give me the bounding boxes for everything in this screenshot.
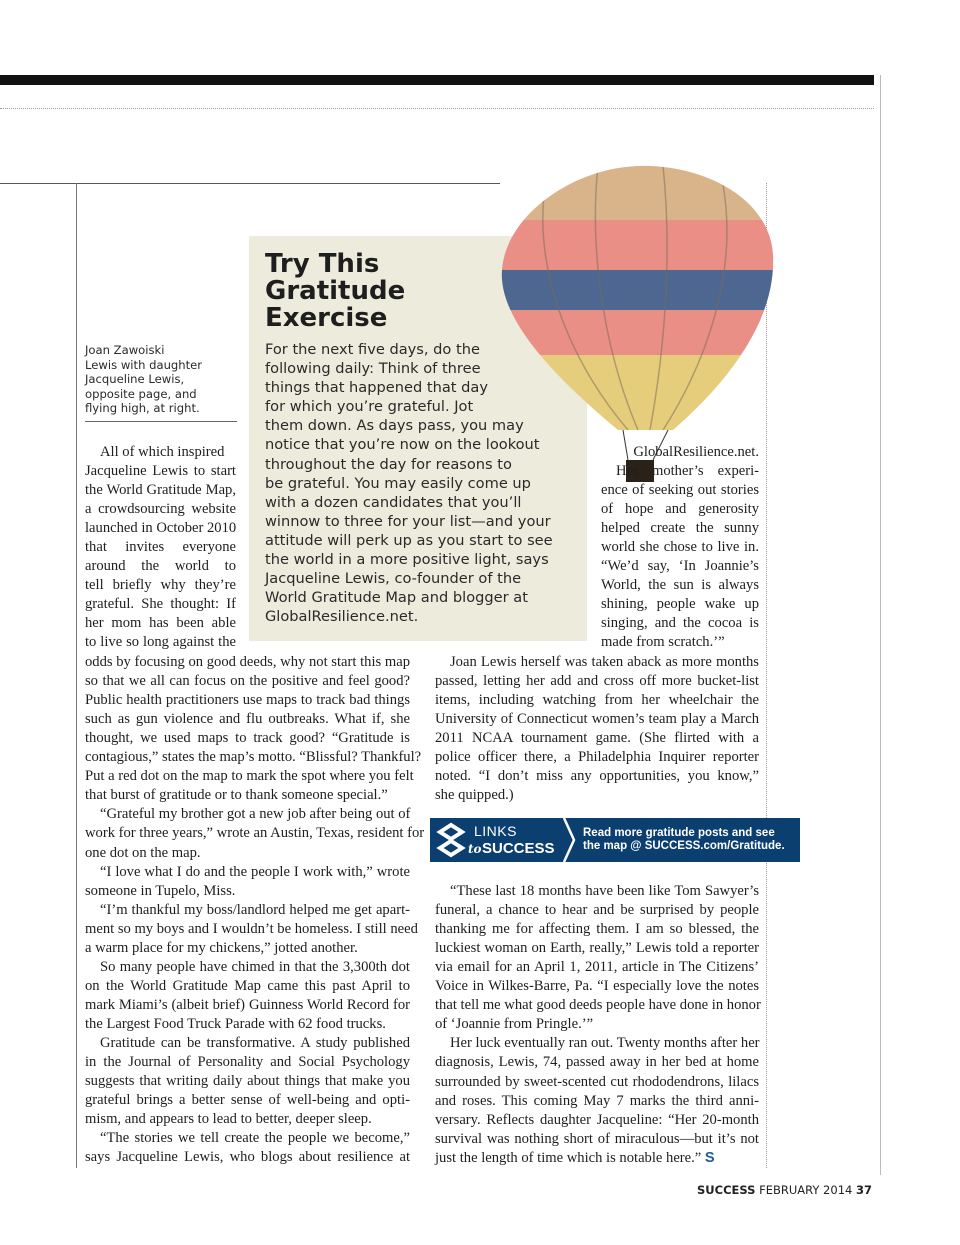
article-line: Public health practitioners use maps to track bad things — [85, 692, 410, 709]
article-line: the World Gratitude Map, — [85, 482, 236, 498]
right-column-narrow — [601, 443, 759, 653]
sidebar-line: following daily: Think of three — [265, 360, 481, 378]
right-column-lower — [435, 882, 759, 1177]
right-column-upper — [435, 653, 759, 808]
article-line: police officer there, a Philadelphia Inquirer reporter — [435, 749, 759, 766]
article-line: “Grateful my brother got a new job after being out of — [100, 806, 411, 823]
sidebar-line: GlobalResilience.net. — [265, 608, 419, 626]
article-line: contagious,” states the map’s motto. “Blissful? Thankful? — [85, 749, 422, 766]
article-line: 2011 NCAA tournament game. (She flirted with a — [435, 730, 759, 747]
links-word: LINKS — [474, 823, 517, 839]
article-line: items, including watching from her wheelchair the — [435, 692, 759, 709]
article-line: surrounded by sweet-scented cut rhododendrons, lilacs — [435, 1073, 759, 1090]
article-last-line: just the length of time which is notable here.” — [435, 1149, 702, 1166]
sidebar-title-line: Try This — [265, 249, 380, 279]
article-line: World, the sun is always — [601, 577, 759, 593]
article-line: odds by focusing on good deeds, why not start this map — [85, 654, 410, 670]
article-line: funeral, a chance to hear and be surprised by people — [435, 902, 759, 919]
article-line: one dot on the map. — [85, 844, 201, 861]
caption-line: Joan Zawoiski — [85, 343, 165, 357]
sidebar-line: Jacqueline Lewis, co-founder of the — [265, 570, 522, 588]
sidebar-line: with a dozen candidates that you’ll — [265, 493, 522, 511]
article-line: Gratitude can be transformative. A study published — [100, 1035, 410, 1051]
article-line: University of Connecticut women’s team play a March — [435, 711, 759, 728]
article-line: Her mother’s experi- — [616, 463, 759, 479]
article-line — [435, 1149, 715, 1168]
sidebar-line: for which you’re grateful. Jot — [265, 398, 474, 416]
to-word: to — [468, 842, 482, 856]
article-line: “We’d say, ‘In Joannie’s — [601, 558, 759, 574]
article-line: in the Journal of Personality and Social Psychology — [85, 1054, 410, 1071]
chevron-right-icon — [562, 818, 576, 862]
article-line: ment so my boys and I wouldn’t be homeless. I still need — [85, 920, 418, 937]
sidebar-line: For the next five days, do the — [265, 341, 480, 358]
article-line: diagnosis, Lewis, 74, passed away in her bed at home — [435, 1054, 759, 1071]
article-line: thanking me for affecting them. I am so blessed, the — [435, 921, 759, 938]
article-line: versary. Reflects daughter Jacqueline: “Her 20-month — [435, 1111, 759, 1128]
links-logo-icon — [434, 822, 468, 858]
article-line: Her luck eventually ran out. Twenty months after her — [450, 1035, 760, 1052]
sidebar-line: winnow to three for your list—and your — [265, 512, 551, 530]
article-line: singing, and the cocoa is — [601, 615, 759, 631]
article-line: passed, letting her add and cross off more bucket-list — [435, 673, 759, 690]
article-line: “I’m thankful my boss/landlord helped me get apart- — [100, 901, 410, 918]
article-line: via email for an April 1, 2011, article in The Citizens’ — [435, 959, 759, 976]
article-line: and roses. This coming May 7 marks the third anni- — [435, 1092, 759, 1109]
article-line: that invites everyone — [85, 539, 236, 555]
article-line: “These last 18 months have been like Tom Sawyer’s — [450, 883, 759, 899]
article-line: “The stories we tell create the people we become,” — [100, 1130, 410, 1147]
article-line: survival was nothing short of miraculous—but it’s not — [435, 1130, 759, 1147]
article-line: GlobalResilience.net. — [633, 444, 759, 460]
caption-line: Jacqueline Lewis, — [85, 372, 185, 387]
article-line: helped create the sunny — [601, 520, 759, 536]
article-line: Joan Lewis herself was taken aback as more months — [450, 654, 759, 670]
article-line: noted. “I don’t miss any opportunities, you know,” — [435, 768, 759, 785]
caption-line: Lewis with daughter — [85, 357, 203, 372]
sidebar-line: things that happened that day — [265, 379, 489, 397]
article-line: ence of seeking out stories — [601, 482, 759, 498]
page-footer — [697, 1183, 872, 1197]
article-line: mism, and appears to lead to better, deeper sleep. — [85, 1111, 372, 1128]
article-line: so that we all can focus on the positive and feel good? — [85, 673, 410, 690]
sidebar-title-line: Gratitude — [265, 276, 406, 306]
top-rule — [0, 75, 874, 85]
article-line: mark Miami’s (albeit brief) Guinness World Record for — [85, 996, 410, 1013]
article-line: grateful brings a better sense of well-being and opti- — [85, 1092, 410, 1109]
article-line: of ‘Joannie from Pringle.’” — [435, 1016, 594, 1033]
section-rule — [0, 183, 500, 184]
article-line: shining, people wake up — [601, 596, 759, 612]
article-line: All of which inspired — [100, 444, 225, 460]
success-word: SUCCESS — [482, 840, 555, 857]
article-line: of hope and generosity — [601, 501, 759, 517]
sidebar-title — [265, 251, 405, 332]
article-line: work for three years,” wrote an Austin, Texas, resident for — [85, 825, 425, 842]
links-to-success-banner[interactable] — [430, 818, 800, 862]
sidebar-line: attitude will perk up as you start to see — [265, 531, 553, 549]
page-number: 37 — [855, 1183, 872, 1197]
left-column-wide — [85, 653, 425, 1173]
dotted-rule — [0, 108, 874, 109]
article-line: says Jacqueline Lewis, who blogs about resilience at — [85, 1149, 410, 1166]
sidebar-title-line: Exercise — [265, 303, 388, 333]
article-line: made from scratch.’” — [601, 634, 725, 650]
article-line: world she chose to live in. — [601, 539, 759, 555]
article-line: luckiest woman on Earth, really,” Lewis told a reporter — [435, 940, 759, 957]
article-line: such as gun violence and flu outbreaks. What if, she — [85, 711, 410, 728]
article-line: a warm place for my chickens,” jotted another. — [85, 939, 358, 956]
article-line: that tell me what good deeds people have done in honor — [435, 997, 761, 1014]
article-line: Put a red dot on the map to mark the spot where you felt — [85, 768, 414, 785]
article-line: that burst of gratitude or to thank someone special.” — [85, 787, 388, 804]
sidebar-body — [265, 340, 585, 626]
article-line: “I love what I do and the people I work with,” wrote — [100, 863, 410, 880]
sidebar-line: be grateful. You may easily come up — [265, 474, 531, 492]
article-line: to live so long against the — [85, 634, 236, 650]
caption-line: flying high, at right. — [85, 401, 200, 416]
page-edge-rule — [880, 75, 881, 1175]
links-text[interactable] — [583, 827, 785, 853]
photo-caption — [85, 343, 235, 416]
article-line: tell briefly why they’re — [85, 577, 236, 593]
left-column-rule — [76, 183, 77, 1168]
article-line: launched in October 2010 — [85, 520, 237, 536]
article-line: suggests that writing daily about things that make you — [85, 1073, 410, 1090]
sidebar-line: notice that you’re now on the lookout — [265, 436, 540, 454]
article-line: the Largest Food Truck Parade with 62 food trucks. — [85, 1015, 386, 1032]
sidebar-line: World Gratitude Map and blogger at — [265, 589, 528, 607]
article-line: her mom has been able — [85, 615, 236, 631]
end-mark: S — [704, 1149, 715, 1166]
sidebar-line: the world in a more positive light, says — [265, 551, 549, 569]
caption-line: opposite page, and — [85, 386, 197, 401]
article-line: grateful. She thought: If — [85, 596, 236, 612]
article-line: thought, we used maps to track good? “Gratitude is — [85, 730, 410, 747]
article-line: Voice in Wilkes-Barre, Pa. “I especially love the notes — [435, 978, 759, 995]
footer-brand: SUCCESS — [697, 1183, 756, 1197]
left-column-narrow — [85, 443, 236, 653]
caption-rule — [85, 421, 237, 422]
article-line: a crowdsourcing website — [85, 501, 236, 517]
sidebar-line: them down. As days pass, you may — [265, 417, 524, 435]
article-line: she quipped.) — [435, 787, 514, 804]
links-text-line: Read more gratitude posts and see — [583, 827, 775, 839]
footer-issue: FEBRUARY 2014 — [759, 1183, 853, 1197]
article-line: So many people have chimed in that the 3,300th dot — [100, 958, 410, 975]
article-line: someone in Tupelo, Miss. — [85, 882, 236, 899]
article-line: around the world to — [85, 558, 236, 574]
article-line: Jacqueline Lewis to start — [85, 463, 236, 479]
links-text-line: the map @ SUCCESS.com/Gratitude. — [583, 840, 785, 852]
article-line: on the World Gratitude Map came this past April to — [85, 977, 410, 994]
sidebar-line: throughout the day for reasons to — [265, 455, 512, 473]
